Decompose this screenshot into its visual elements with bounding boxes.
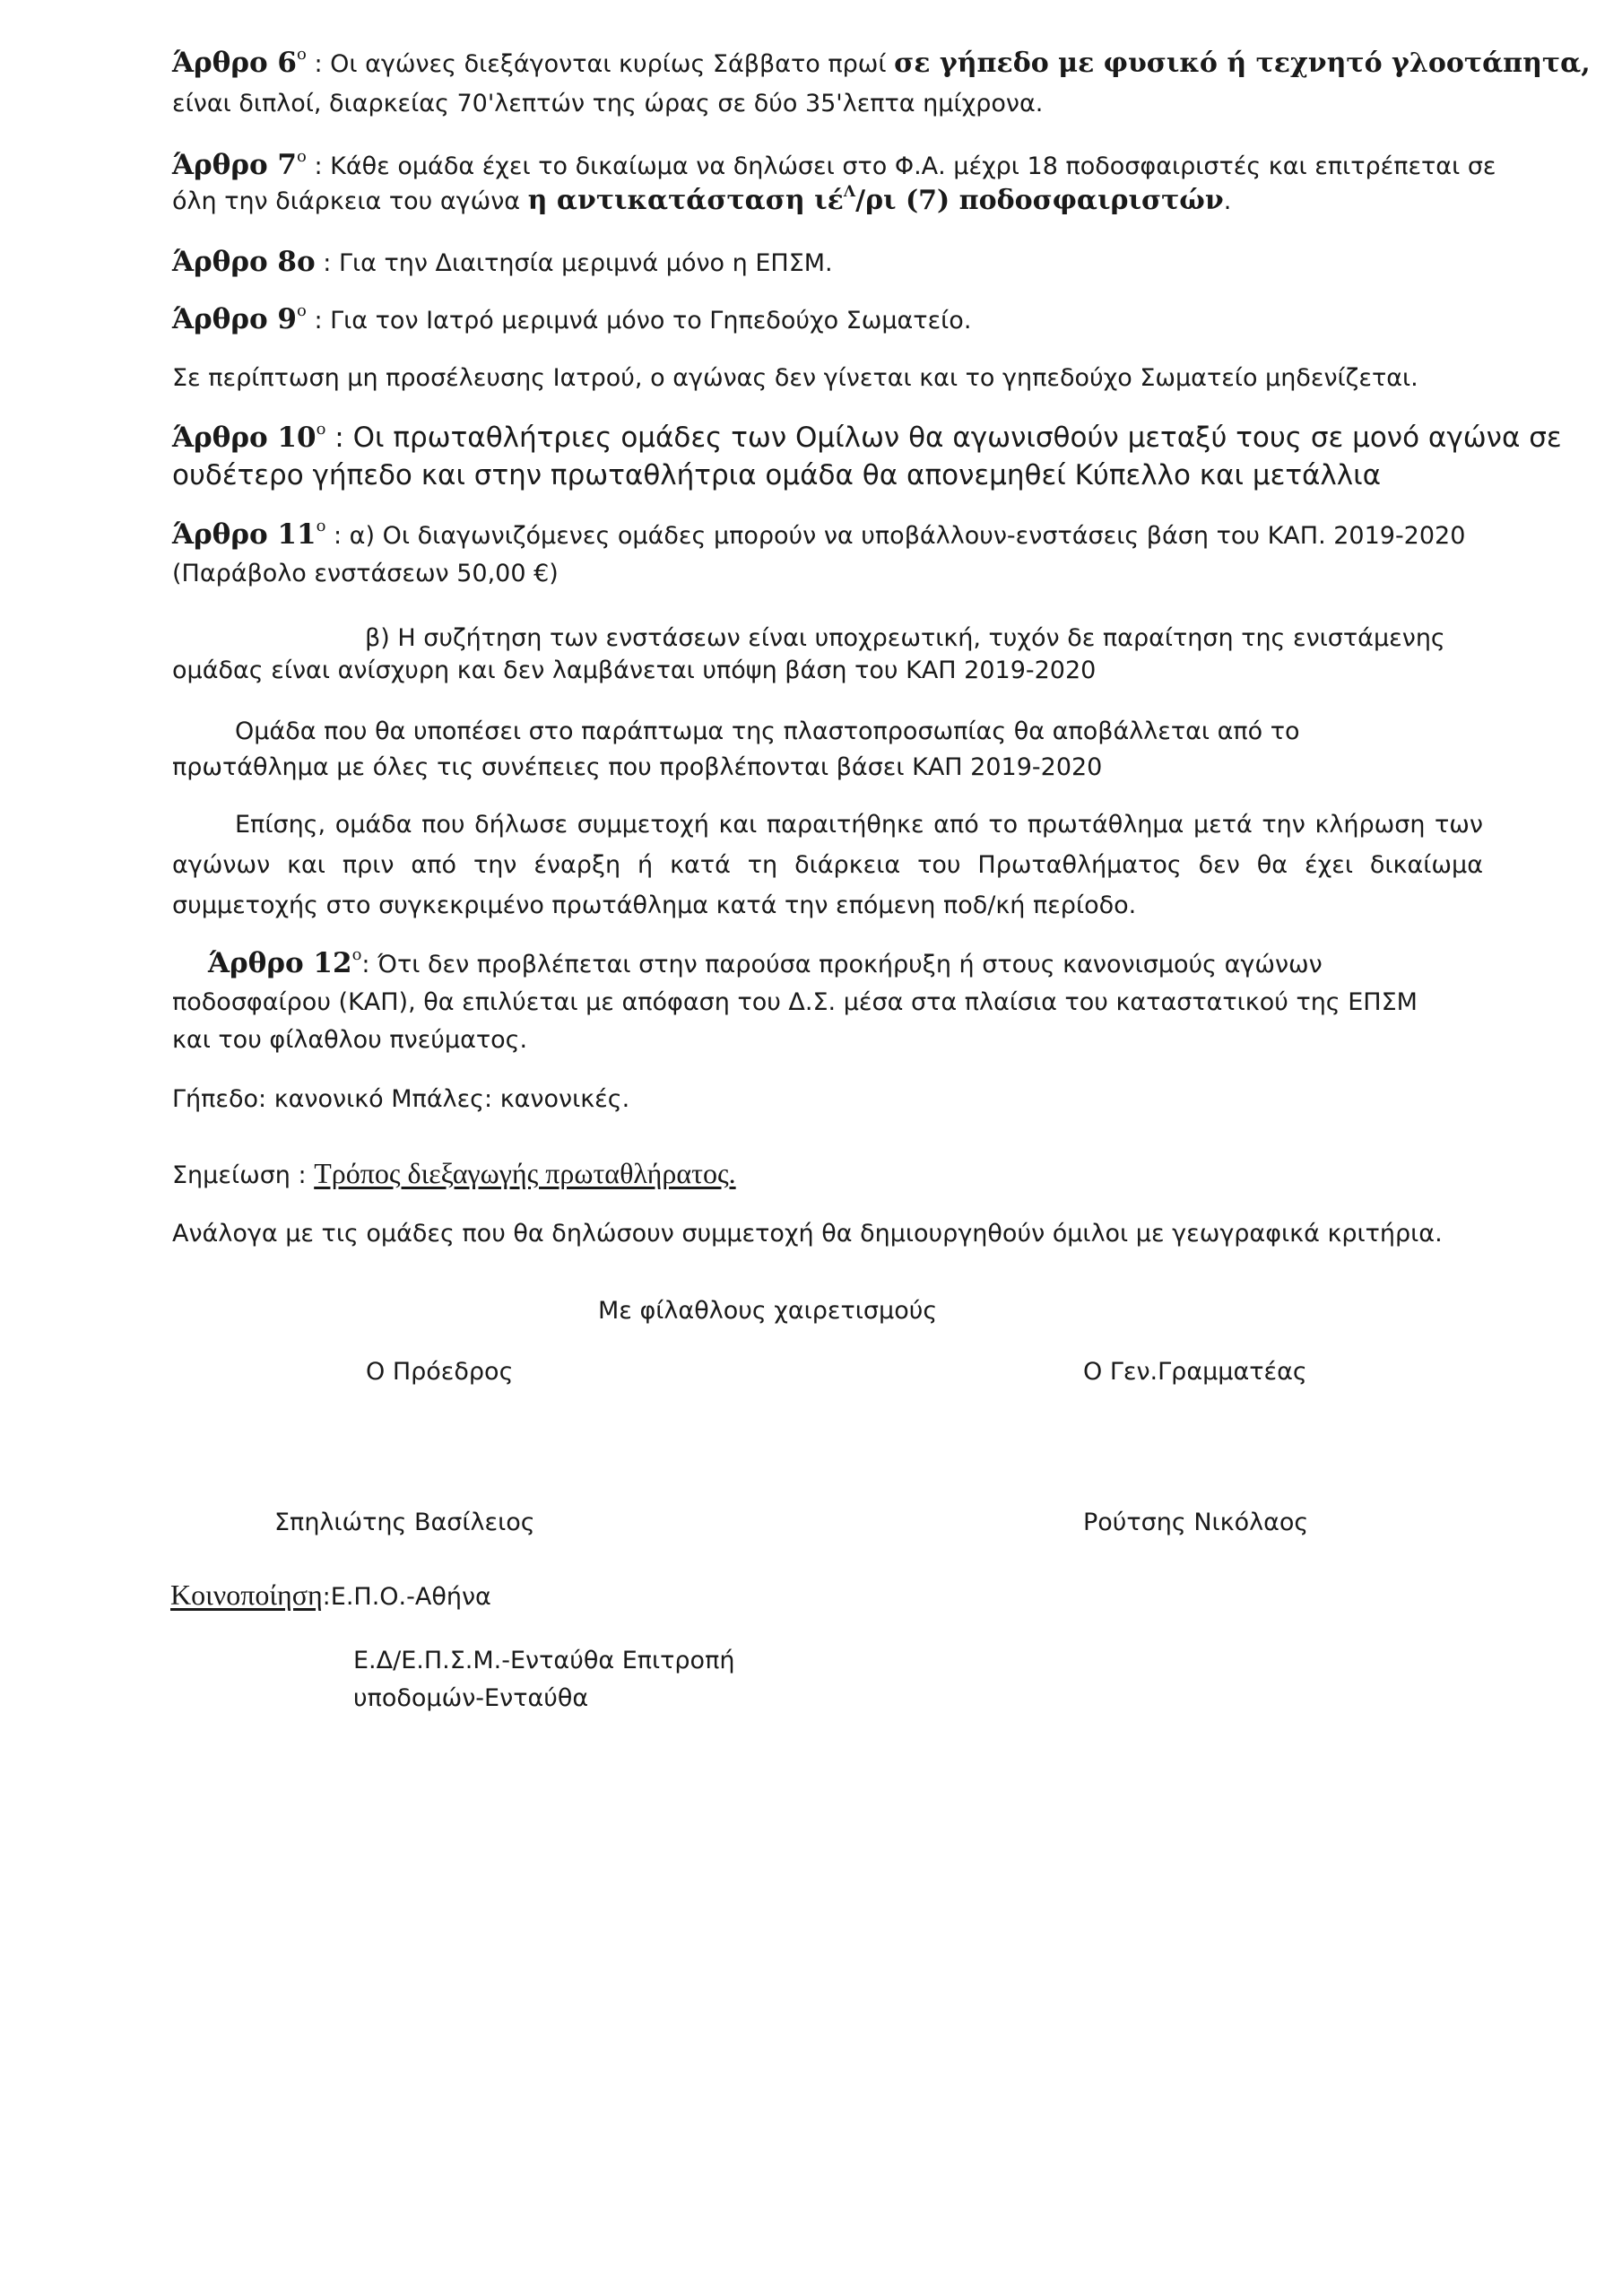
note-title: Τρόπος διεξαγωγής πρωταθλήρατος. [314,1157,736,1189]
article-10-heading: Άρθρο $10^o$ [172,420,326,454]
distribution-first: :Ε.Π.Ο.-Αθήνα [322,1583,491,1611]
president-name: Σπηλιώτης Βασίλειος [274,1509,535,1536]
article-11-line-1 [172,518,1465,552]
article-7-line-2: όλη την διάρκεια του αγώνα η αντικατάσταση $\iota έ^\Lambda/\rho\iota$ (7) ποδοσφαιριστών. [172,183,1232,216]
distribution-second-line-1: Ε.Δ/Ε.Π.Σ.Μ.-Ενταύθα Επιτροπή [353,1647,735,1674]
article-6-text: : Οι αγώνες διεξάγονται κυρίως Σάββατο πρωί [306,50,895,78]
note-line [172,1157,736,1192]
article-10-text: : Οι πρωταθλήτριες ομάδες των Ομίλων θα αγωνισθούν μεταξύ τους σε μονό αγώνα σε [325,422,1562,454]
article-6-bold: σε γήπεδο με φυσικό ή τεχνητό γλοοτάπητα, [894,48,1591,79]
article-9-line [172,303,971,337]
article-6-line-2: είναι διπλοί, διαρκείας 70'λεπτών της ώρας σε δύο 35'λεπτα ημίχρονα. [172,90,1044,117]
article-12-line-1 [208,947,1323,981]
article-11-line-2: (Παράβολο ενστάσεων 50,00 €) [172,560,559,587]
article-8-heading: Άρθρο 8ο [172,246,316,278]
article-8-line [172,246,833,280]
article-9-text: : Για τον Ιατρό μεριμνά μόνο το Γηπεδούχο Σωματείο. [306,307,972,335]
article-7-heading: Άρθρο $7^o$ [172,147,307,181]
article-11-d-paragraph: Επίσης, ομάδα που δήλωσε συμμετοχή και παραιτήθηκε από το πρωτάθλημα μετά την κλήρωση των αγώνων και πριν από την έναρξη ή κατά τη διάρκεια του Πρωταθλήματος δεν θα έχει δικαίωμα συμμετοχής στο συγκεκριμένο πρωτάθλημα κατά την επόμενη ποδ/κή περίοδο. [172,811,1483,919]
article-11-b-line-2: ομάδας είναι ανίσχυρη και δεν λαμβάνεται υπόψη βάση του ΚΑΠ 2019-2020 [172,657,1097,684]
article-7-line-1 [172,149,1496,183]
secretary-title: Ο Γεν.Γραμματέας [1083,1358,1307,1386]
article-7-bold: η αντικατάσταση $\iota έ^\Lambda/\rho\iota$ (7) ποδοσφαιριστών [527,183,1224,216]
article-10-line-1 [172,422,1562,454]
article-6-heading: Άρθρο $6^o$ [172,45,307,79]
field-balls-text: Γήπεδο: κανονικό Μπάλες: κανονικές. [172,1085,630,1113]
article-10-line-2: ουδέτερο γήπεδο και στην πρωταθλήτρια ομάδα θα απονεμηθεί Κύπελλο και μετάλλια [172,459,1382,491]
article-12-line-2: ποδοσφαίρου (ΚΑΠ), θα επιλύεται με απόφαση του Δ.Σ. μέσα στα πλαίσια του καταστατικού της ΕΠΣΜ [172,988,1418,1016]
doctor-note: Σε περίπτωση μη προσέλευσης Ιατρού, ο αγώνας δεν γίνεται και το γηπεδούχο Σωματείο μηδενίζεται. [172,364,1418,392]
president-title: Ο Πρόεδρος [366,1358,514,1386]
article-12-heading: Άρθρο $12^o$ [208,945,362,979]
article-9-heading: Άρθρο $9^o$ [172,301,307,335]
article-11-b-line-1: β) Η συζήτηση των ενστάσεων είναι υποχρεωτική, τυχόν δε παραίτηση της ενιστάμενης [365,624,1445,652]
groups-text: Ανάλογα με τις ομάδες που θα δηλώσουν συμμετοχή θα δημιουργηθούν όμιλοι με γεωγραφικά κριτήρια. [172,1220,1443,1248]
article-11-c-line-2: πρωτάθλημα με όλες τις συνέπειες που προβλέπονται βάσει ΚΑΠ 2019-2020 [172,753,1103,781]
greeting: Με φίλαθλους χαιρετισμούς [598,1297,938,1325]
article-8-text: : Για την Διαιτησία μεριμνά μόνο η ΕΠΣΜ. [315,249,833,277]
note-label: Σημείωση : [172,1161,315,1189]
distribution-line [170,1578,491,1613]
article-12-text: : Ότι δεν προβλέπεται στην παρούσα προκήρυξη ή στους κανονισμούς αγώνων [361,951,1323,978]
distribution-label: Κοινοποίηση [170,1578,323,1611]
article-12-line-3: και του φίλαθλου πνεύματος. [172,1026,528,1054]
secretary-name: Ρούτσης Νικόλαος [1083,1509,1309,1536]
article-11-heading: Άρθρο $11^o$ [172,517,326,551]
distribution-second-line-2: υποδομών-Ενταύθα [353,1684,589,1712]
article-6-line-1 [172,47,1591,81]
article-7-text: : Κάθε ομάδα έχει το δικαίωμα να δηλώσει στο Φ.Α. μέχρι 18 ποδοσφαιριστές και επιτρέπεται σε [306,152,1496,180]
article-11-text: : α) Οι διαγωνιζόμενες ομάδες μπορούν να υποβάλλουν-ενστάσεις βάση του ΚΑΠ. 2019-2020 [325,522,1466,550]
article-11-c-line-1: Ομάδα που θα υποπέσει στο παράπτωμα της πλαστοπροσωπίας θα αποβάλλεται από το [235,718,1300,745]
